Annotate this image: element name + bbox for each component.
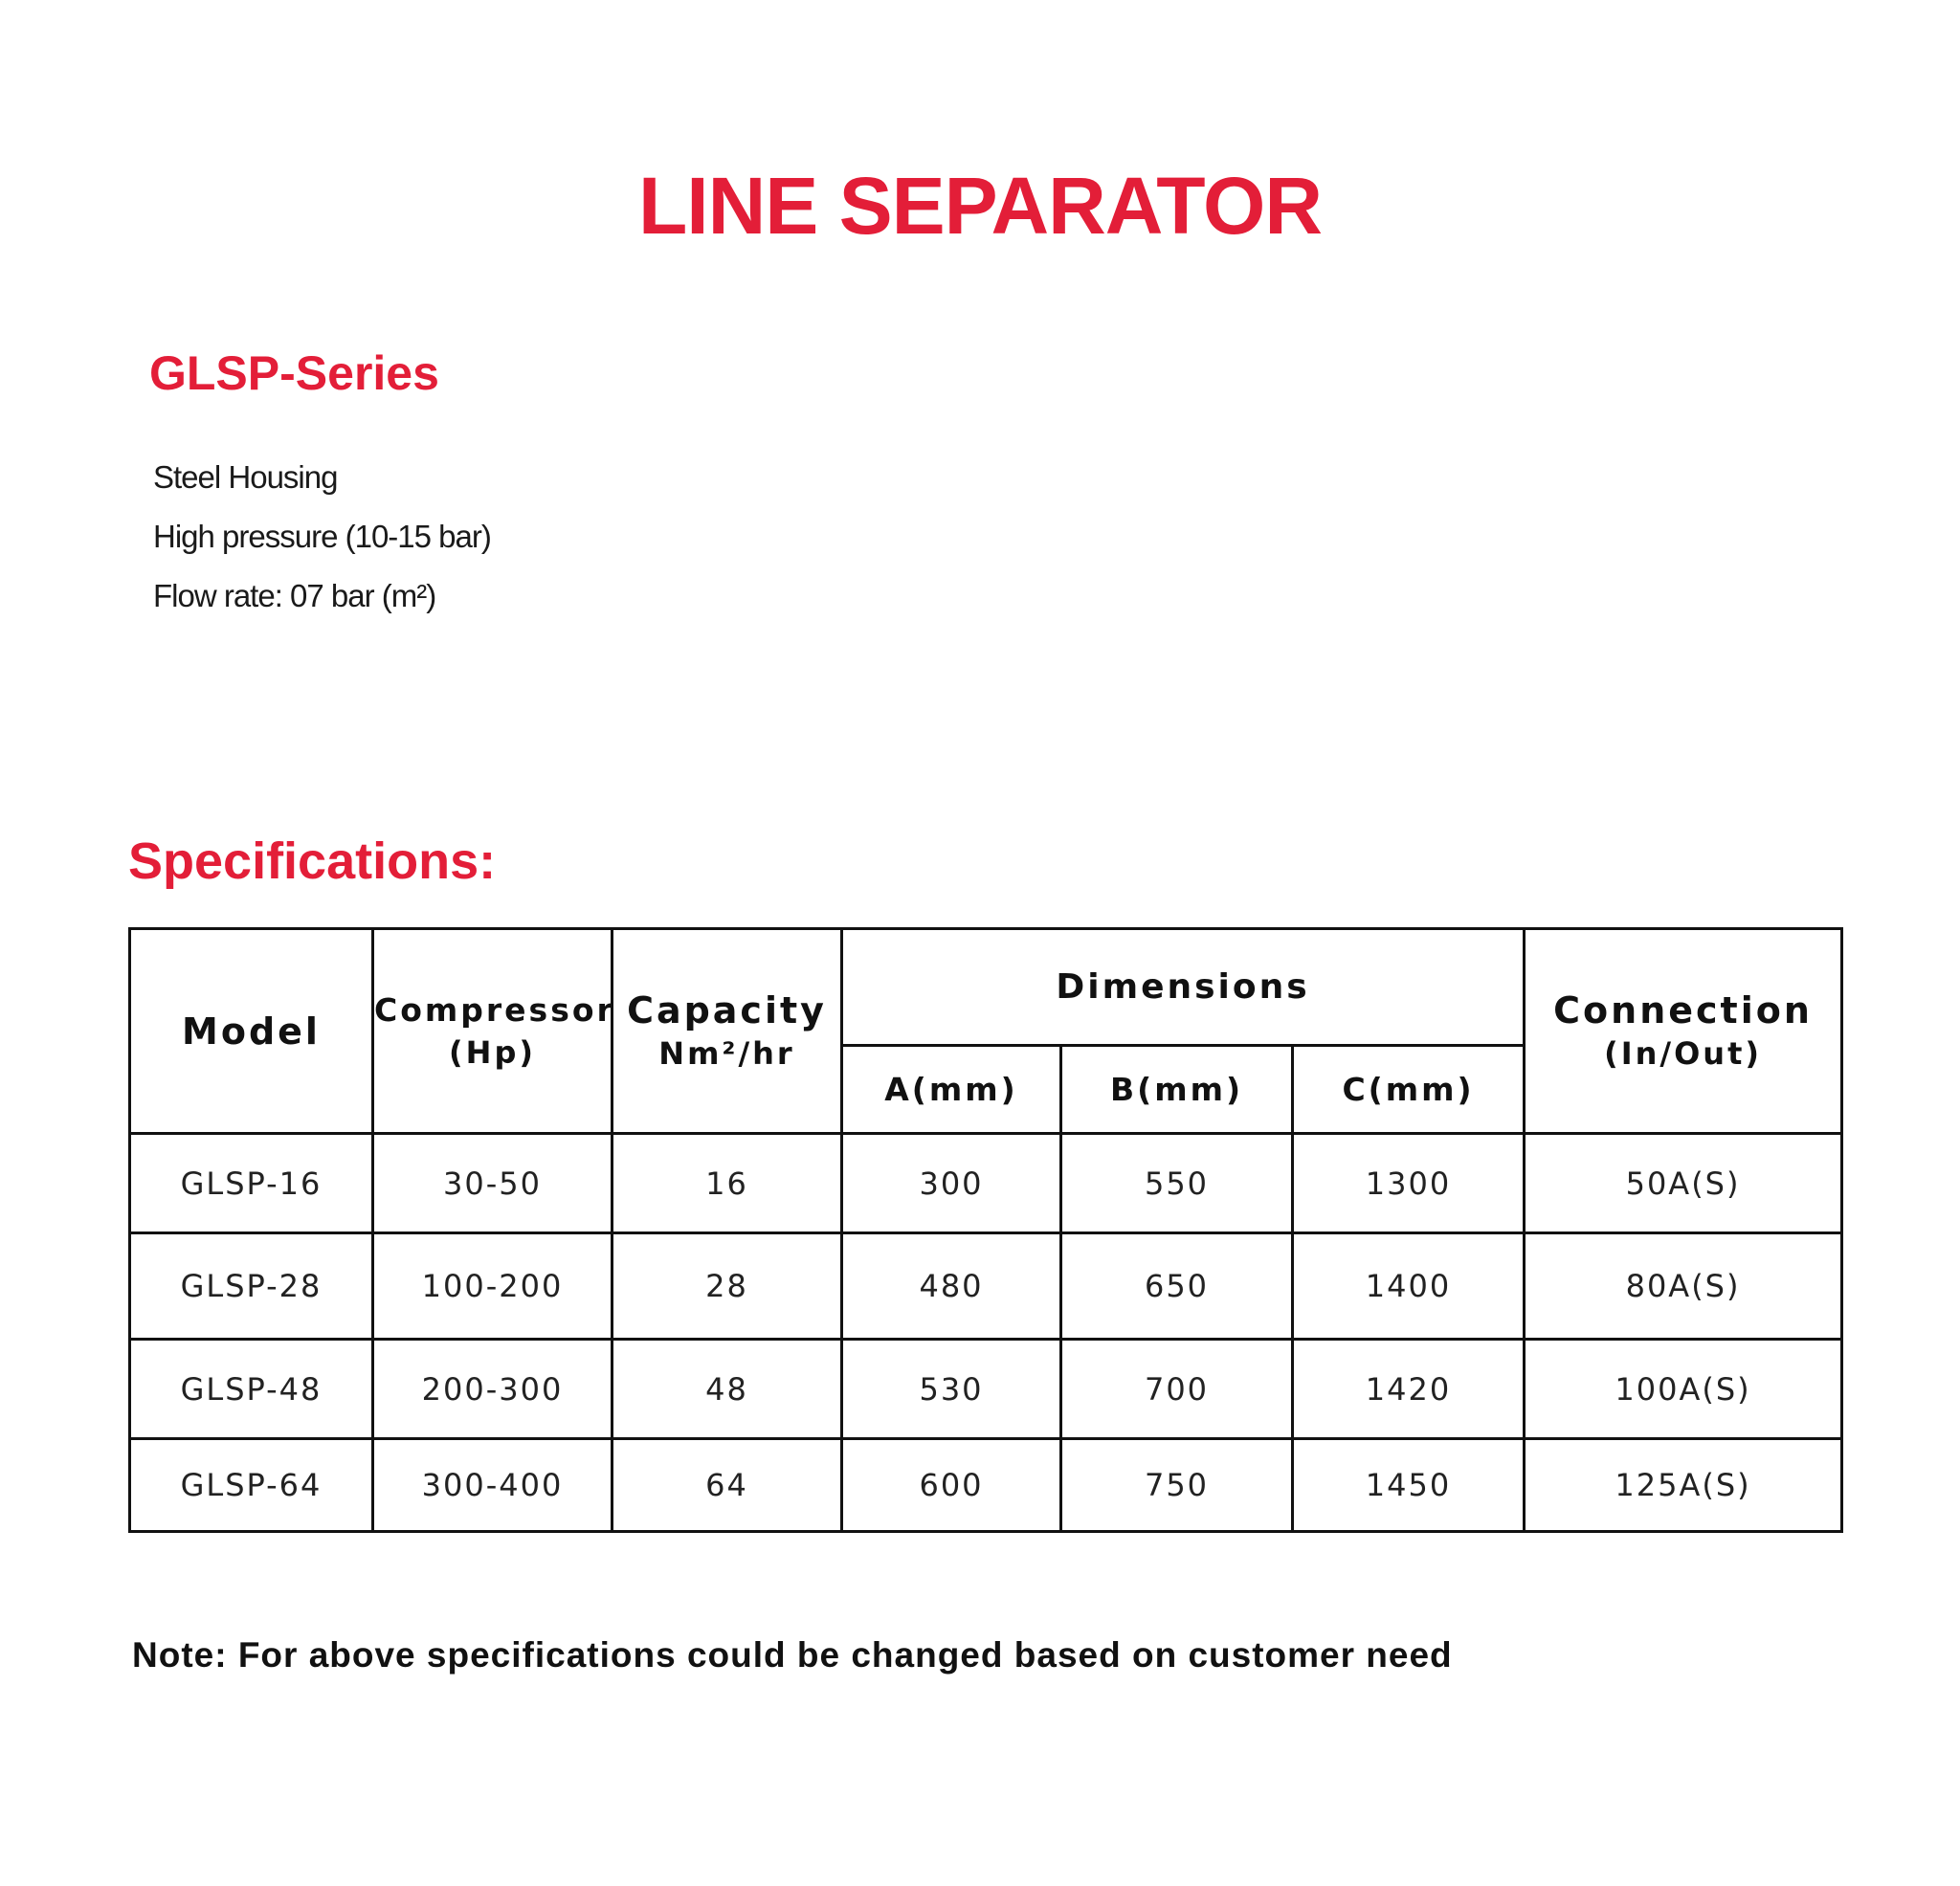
header-model: Model: [130, 929, 373, 1134]
cell-connection: 80A(S): [1525, 1233, 1842, 1340]
header-connection-unit: (In/Out): [1604, 1034, 1762, 1072]
cell-dim-b: 750: [1061, 1439, 1293, 1532]
header-dim-b: B(mm): [1061, 1046, 1293, 1134]
cell-capacity: 48: [612, 1340, 842, 1439]
footnote: Note: For above specifications could be changed based on customer need: [132, 1635, 1453, 1675]
cell-compressor: 200-300: [373, 1340, 612, 1439]
cell-dim-c: 1450: [1293, 1439, 1525, 1532]
cell-dim-c: 1400: [1293, 1233, 1525, 1340]
feature-item: Flow rate: 07 bar (m²): [153, 578, 436, 613]
cell-capacity: 64: [612, 1439, 842, 1532]
cell-connection: 50A(S): [1525, 1134, 1842, 1233]
table-row: [130, 1340, 1842, 1439]
cell-model: GLSP-64: [130, 1439, 373, 1532]
cell-compressor: 300-400: [373, 1439, 612, 1532]
feature-item: High pressure (10-15 bar): [153, 519, 491, 554]
cell-dim-b: 550: [1061, 1134, 1293, 1233]
header-connection: [1525, 929, 1842, 1134]
feature-item: Steel Housing: [153, 459, 338, 495]
header-capacity-label: Capacity: [627, 988, 827, 1032]
cell-capacity: 28: [612, 1233, 842, 1340]
header-dim-c: C(mm): [1293, 1046, 1525, 1134]
cell-connection: 125A(S): [1525, 1439, 1842, 1532]
cell-connection: 100A(S): [1525, 1340, 1842, 1439]
feature-list: [153, 448, 491, 626]
header-compressor: [373, 929, 615, 1134]
cell-model: GLSP-48: [130, 1340, 373, 1439]
specifications-heading: Specifications:: [128, 832, 497, 890]
table-row: [130, 1233, 1842, 1340]
cell-dim-a: 480: [842, 1233, 1061, 1340]
series-heading: GLSP-Series: [149, 346, 439, 400]
header-dim-a: A(mm): [842, 1046, 1061, 1134]
cell-compressor: 30-50: [373, 1134, 612, 1233]
header-capacity: [612, 929, 842, 1134]
table-row: [130, 1134, 1842, 1233]
page-title: LINE SEPARATOR: [637, 161, 1323, 251]
header-compressor-unit: (Hp): [449, 1033, 536, 1071]
table-row: [130, 1439, 1842, 1532]
cell-dim-c: 1420: [1293, 1340, 1525, 1439]
cell-dim-a: 600: [842, 1439, 1061, 1532]
cell-compressor: 100-200: [373, 1233, 612, 1340]
table-header-row: [130, 929, 1842, 1046]
header-compressor-label: Compressor: [374, 990, 615, 1029]
cell-dim-a: 300: [842, 1134, 1061, 1233]
header-connection-label: Connection: [1553, 988, 1813, 1032]
header-dimensions: Dimensions: [842, 929, 1525, 1046]
cell-dim-c: 1300: [1293, 1134, 1525, 1233]
cell-model: GLSP-28: [130, 1233, 373, 1340]
cell-capacity: 16: [612, 1134, 842, 1233]
cell-dim-a: 530: [842, 1340, 1061, 1439]
cell-model: GLSP-16: [130, 1134, 373, 1233]
cell-dim-b: 700: [1061, 1340, 1293, 1439]
specifications-table: [128, 927, 1843, 1533]
cell-dim-b: 650: [1061, 1233, 1293, 1340]
header-capacity-unit: Nm²/hr: [658, 1034, 795, 1072]
